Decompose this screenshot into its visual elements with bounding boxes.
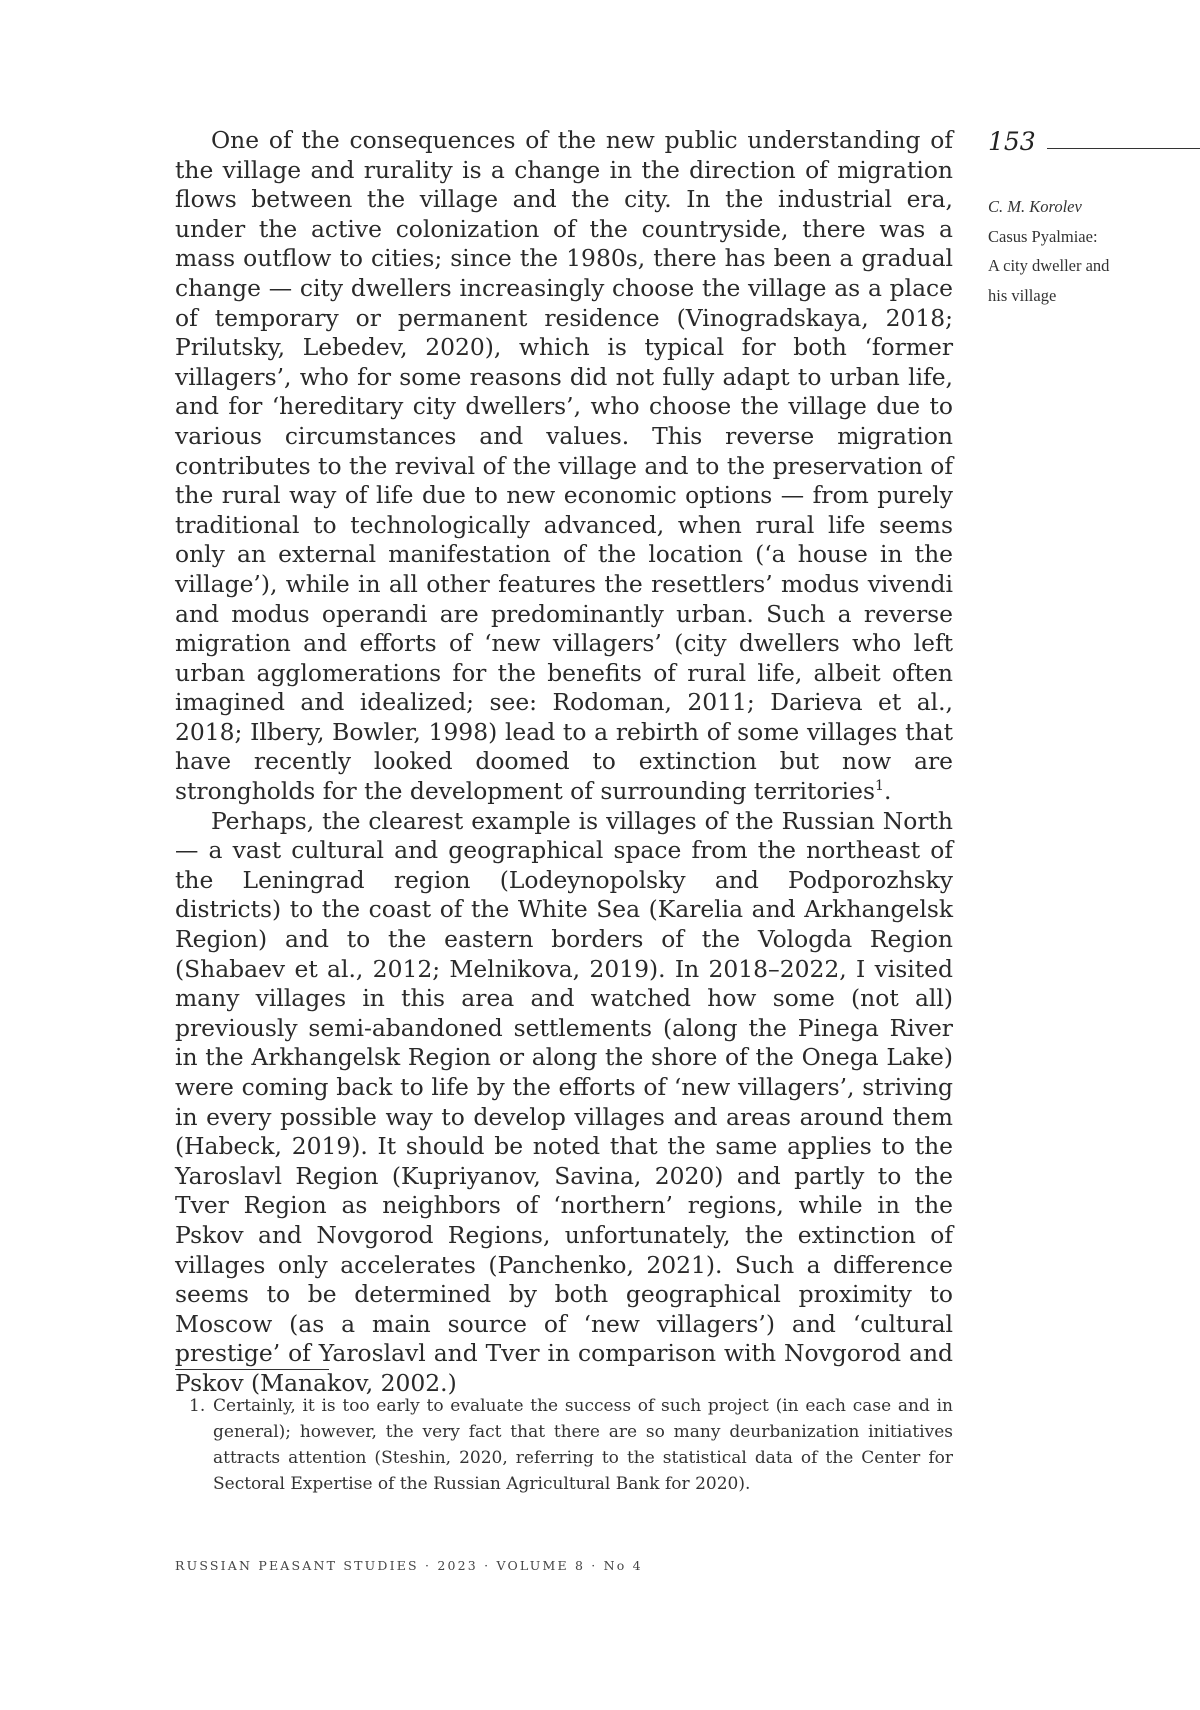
running-head <box>988 192 1188 310</box>
page-number: 153 <box>988 127 1036 156</box>
paragraph-1-ending: . <box>883 777 892 806</box>
running-head-title-line-3: his village <box>988 285 1057 305</box>
footnote-divider <box>175 1369 329 1370</box>
footnote-reference[interactable]: 1 <box>875 778 884 795</box>
page-number-rule <box>1047 148 1200 149</box>
running-head-title-line-1: Casus Pyalmiae: <box>988 226 1098 246</box>
article-body <box>175 126 953 1399</box>
running-head-author: C. M. Korolev <box>988 197 1082 216</box>
journal-footer: RUSSIAN PEASANT STUDIES · 2023 · VOLUME 8 · No 4 <box>175 1558 643 1573</box>
footnote <box>189 1393 953 1497</box>
footnote-number: 1. <box>189 1396 206 1416</box>
paragraph-2: Perhaps, the clearest example is villages of the Russian North — a vast cultural and geographical space from the northeast of the Leningrad region (Lodeynopolsky and Podporozhsky districts) to the coast of the White Sea (Karelia and Arkhangelsk Region) and to the eastern borders of the Vologda Region (Shabaev et al., 2012; Melnikova, 2019). In 2018–2022, I visited many villages in this area and watched how some (not all) previously semi-abandoned settlements (along the Pinega River in the Arkhangelsk Region or along the shore of the Onega Lake) were coming back to life by the efforts of ‘new villagers’, striving in every possible way to develop villages and areas around them (Habeck, 2019). It should be noted that the same applies to the Yaroslavl Region (Kupriyanov, Savina, 2020) and partly to the Tver Region as neighbors of ‘northern’ regions, while in the Pskov and Novgorod Regions, unfortunately, the extinction of villages only accelerates (Panchenko, 2021). Such a difference seems to be determined by both geographical proximity to Moscow (as a main source of ‘new villagers’) and ‘cultural prestige’ of Yaroslavl and Tver in comparison with Novgorod and Pskov (Manakov, 2002.) <box>175 806 953 1397</box>
paragraph-1 <box>175 126 953 807</box>
running-head-title-line-2: A city dweller and <box>988 256 1110 276</box>
footnote-text: Certainly, it is too early to evaluate the success of such project (in each case and in general); however, the very fact that there are so many deurbanization initiatives attracts attention (Steshin, 2020, referring to the statistical data of the Center for Sectoral Expertise of the Russian Agricultural Bank for 2020). <box>213 1396 953 1494</box>
paragraph-1-text: One of the consequences of the new public understanding of the village and rurality is a change in the direction of migration flows between the village and the city. In the industrial era, under the active colonization of the countryside, there was a mass outflow to cities; since the 1980s, there has been a gradual change — city dwellers increasingly choose the village as a place of temporary or permanent residence (Vinogradskaya, 2018; Prilutsky, Lebedev, 2020), which is typical for both ‘former villagers’, who for some reasons did not fully adapt to urban life, and for ‘hereditary city dwellers’, who choose the village due to various circumstances and values. This reverse migration contributes to the revival of the village and to the preservation of the rural way of life due to new economic options — from purely traditional to technologically advanced, when rural life seems only an external manifestation of the location (‘a house in the village’), while in all other features the resettlers’ modus vivendi and modus operandi are predominantly urban. Such a reverse migration and efforts of ‘new villagers’ (city dwellers who left urban agglomerations for the benefits of rural life, albeit often imagined and idealized; see: Rodoman, 2011; Darieva et al., 2018; Ilbery, Bowler, 1998) lead to a rebirth of some villages that have recently looked doomed to extinction but now are strongholds for the development of surrounding territories <box>175 126 953 806</box>
